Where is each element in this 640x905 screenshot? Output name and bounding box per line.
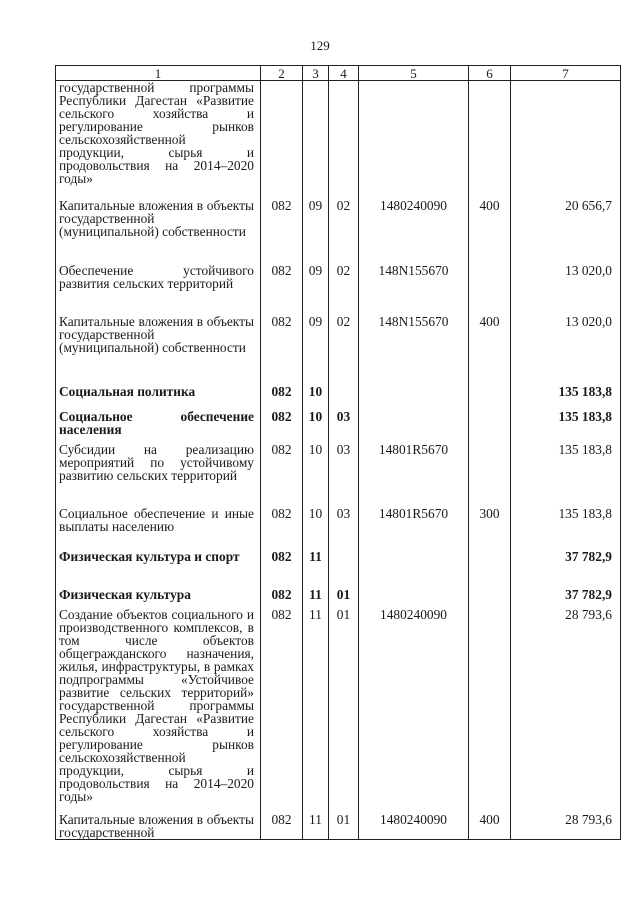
ministry-code-cell: 082 bbox=[261, 603, 303, 808]
expense-type-cell bbox=[469, 259, 511, 310]
amount-cell: 135 183,8 bbox=[511, 400, 621, 438]
table-row bbox=[56, 375, 621, 400]
column-header: 6 bbox=[469, 66, 511, 81]
section-cell: 11 bbox=[303, 540, 329, 578]
subsection-cell: 03 bbox=[329, 438, 359, 502]
table-row bbox=[56, 400, 621, 438]
section-cell: 11 bbox=[303, 808, 329, 840]
ministry-code-cell: 082 bbox=[261, 194, 303, 259]
target-article-cell bbox=[359, 375, 469, 400]
amount-cell: 135 183,8 bbox=[511, 502, 621, 540]
ministry-code-cell: 082 bbox=[261, 375, 303, 400]
subsection-cell: 03 bbox=[329, 502, 359, 540]
subsection-cell bbox=[329, 540, 359, 578]
ministry-code-cell bbox=[261, 81, 303, 194]
amount-cell: 13 020,0 bbox=[511, 259, 621, 310]
ministry-code-cell: 082 bbox=[261, 578, 303, 603]
amount-cell: 20 656,7 bbox=[511, 194, 621, 259]
section-cell: 09 bbox=[303, 310, 329, 375]
ministry-code-cell: 082 bbox=[261, 310, 303, 375]
row-name-cell: Капитальные вложения в объекты государственной bbox=[56, 808, 261, 840]
amount-cell: 28 793,6 bbox=[511, 603, 621, 808]
expense-type-cell bbox=[469, 578, 511, 603]
target-article-cell: 1480240090 bbox=[359, 808, 469, 840]
row-name-cell: государственной программы Республики Дагестан «Развитие сельского хозяйства и регулирование рынков сельскохозяйственной продукции, сырья и продовольствия на 2014–2020 годы» bbox=[56, 81, 261, 194]
target-article-cell bbox=[359, 540, 469, 578]
row-name-cell: Создание объектов социального и производственного комплексов, в том числе объектов общегражданского назначения, жилья, инфраструктуры, в рамках подпрограммы «Устойчивое развитие сельских территорий» государственной программы Республики Дагестан «Развитие сельского хозяйства и регулирование рынков сельскохозяйственной продукции, сырья и продовольствия на 2014–2020 годы» bbox=[56, 603, 261, 808]
column-header: 3 bbox=[303, 66, 329, 81]
expense-type-cell: 300 bbox=[469, 502, 511, 540]
section-cell: 10 bbox=[303, 438, 329, 502]
subsection-cell: 01 bbox=[329, 808, 359, 840]
target-article-cell bbox=[359, 400, 469, 438]
section-cell: 10 bbox=[303, 375, 329, 400]
expense-type-cell bbox=[469, 81, 511, 194]
table-header-row bbox=[56, 66, 621, 81]
budget-table bbox=[55, 65, 621, 840]
expense-type-cell bbox=[469, 400, 511, 438]
amount-cell: 135 183,8 bbox=[511, 438, 621, 502]
row-name-cell: Социальное обеспечение и иные выплаты населению bbox=[56, 502, 261, 540]
target-article-cell: 1480240090 bbox=[359, 603, 469, 808]
subsection-cell: 01 bbox=[329, 578, 359, 603]
table-row bbox=[56, 540, 621, 578]
table-row bbox=[56, 259, 621, 310]
section-cell bbox=[303, 81, 329, 194]
target-article-cell: 14801R5670 bbox=[359, 438, 469, 502]
target-article-cell: 14801R5670 bbox=[359, 502, 469, 540]
section-cell: 11 bbox=[303, 578, 329, 603]
table-row bbox=[56, 438, 621, 502]
table-row bbox=[56, 81, 621, 194]
expense-type-cell: 400 bbox=[469, 808, 511, 840]
expense-type-cell bbox=[469, 603, 511, 808]
table-row bbox=[56, 603, 621, 808]
target-article-cell bbox=[359, 81, 469, 194]
target-article-cell: 148N155670 bbox=[359, 310, 469, 375]
subsection-cell: 02 bbox=[329, 194, 359, 259]
amount-cell bbox=[511, 81, 621, 194]
column-header: 7 bbox=[511, 66, 621, 81]
subsection-cell bbox=[329, 375, 359, 400]
amount-cell: 37 782,9 bbox=[511, 540, 621, 578]
target-article-cell: 1480240090 bbox=[359, 194, 469, 259]
column-header: 4 bbox=[329, 66, 359, 81]
subsection-cell: 01 bbox=[329, 603, 359, 808]
amount-cell: 13 020,0 bbox=[511, 310, 621, 375]
expense-type-cell bbox=[469, 375, 511, 400]
row-name-cell: Социальное обеспечение населения bbox=[56, 400, 261, 438]
row-name-cell: Капитальные вложения в объекты государственной (муниципальной) собственности bbox=[56, 310, 261, 375]
subsection-cell bbox=[329, 81, 359, 194]
row-name-cell: Социальная политика bbox=[56, 375, 261, 400]
target-article-cell bbox=[359, 578, 469, 603]
target-article-cell: 148N155670 bbox=[359, 259, 469, 310]
amount-cell: 135 183,8 bbox=[511, 375, 621, 400]
row-name-cell: Субсидии на реализацию мероприятий по устойчивому развитию сельских территорий bbox=[56, 438, 261, 502]
section-cell: 09 bbox=[303, 259, 329, 310]
section-cell: 11 bbox=[303, 603, 329, 808]
ministry-code-cell: 082 bbox=[261, 438, 303, 502]
section-cell: 10 bbox=[303, 502, 329, 540]
subsection-cell: 02 bbox=[329, 310, 359, 375]
amount-cell: 28 793,6 bbox=[511, 808, 621, 840]
row-name-cell: Капитальные вложения в объекты государственной (муниципальной) собственности bbox=[56, 194, 261, 259]
column-header: 2 bbox=[261, 66, 303, 81]
column-header: 5 bbox=[359, 66, 469, 81]
ministry-code-cell: 082 bbox=[261, 502, 303, 540]
table-row bbox=[56, 578, 621, 603]
ministry-code-cell: 082 bbox=[261, 400, 303, 438]
ministry-code-cell: 082 bbox=[261, 808, 303, 840]
section-cell: 10 bbox=[303, 400, 329, 438]
table-row bbox=[56, 194, 621, 259]
ministry-code-cell: 082 bbox=[261, 540, 303, 578]
column-header: 1 bbox=[56, 66, 261, 81]
table-row bbox=[56, 310, 621, 375]
page-number: 129 bbox=[310, 38, 330, 53]
ministry-code-cell: 082 bbox=[261, 259, 303, 310]
row-name-cell: Физическая культура bbox=[56, 578, 261, 603]
row-name-cell: Обеспечение устойчивого развития сельских территорий bbox=[56, 259, 261, 310]
subsection-cell: 03 bbox=[329, 400, 359, 438]
expense-type-cell bbox=[469, 438, 511, 502]
amount-cell: 37 782,9 bbox=[511, 578, 621, 603]
subsection-cell: 02 bbox=[329, 259, 359, 310]
table-row bbox=[56, 808, 621, 840]
expense-type-cell: 400 bbox=[469, 310, 511, 375]
table-row bbox=[56, 502, 621, 540]
expense-type-cell bbox=[469, 540, 511, 578]
expense-type-cell: 400 bbox=[469, 194, 511, 259]
row-name-cell: Физическая культура и спорт bbox=[56, 540, 261, 578]
section-cell: 09 bbox=[303, 194, 329, 259]
